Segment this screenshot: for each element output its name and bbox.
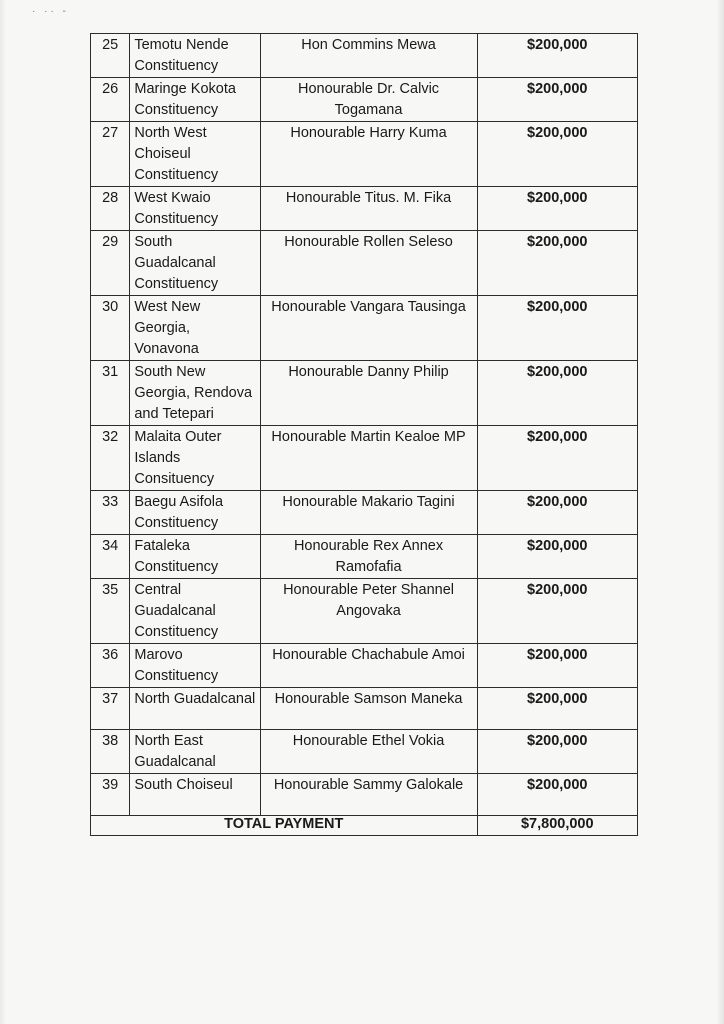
table-row <box>91 426 638 491</box>
amount-cell: $200,000 <box>477 579 637 644</box>
member-cell: Honourable Samson Maneka <box>260 688 477 730</box>
row-number: 31 <box>91 361 130 426</box>
member-cell: Honourable Rollen Seleso <box>260 231 477 296</box>
member-cell: Honourable Danny Philip <box>260 361 477 426</box>
amount-cell: $200,000 <box>477 644 637 688</box>
amount-cell: $200,000 <box>477 187 637 231</box>
row-number: 28 <box>91 187 130 231</box>
table-row <box>91 535 638 579</box>
amount-cell: $200,000 <box>477 361 637 426</box>
amount-cell: $200,000 <box>477 34 637 78</box>
row-number: 38 <box>91 730 130 774</box>
member-cell: Honourable Makario Tagini <box>260 491 477 535</box>
constituency-cell: Malaita Outer Islands Consituency <box>130 426 260 491</box>
table-row <box>91 187 638 231</box>
constituency-cell: North East Guadalcanal <box>130 730 260 774</box>
table-row <box>91 491 638 535</box>
row-number: 29 <box>91 231 130 296</box>
constituency-cell: West New Georgia, Vonavona <box>130 296 260 361</box>
constituency-cell: South Guadalcanal Constituency <box>130 231 260 296</box>
table-row <box>91 122 638 187</box>
table-row <box>91 231 638 296</box>
constituency-cell: Baegu Asifola Constituency <box>130 491 260 535</box>
row-number: 27 <box>91 122 130 187</box>
payment-table-body <box>91 34 638 836</box>
table-row <box>91 688 638 730</box>
table-row <box>91 78 638 122</box>
amount-cell: $200,000 <box>477 296 637 361</box>
row-number: 32 <box>91 426 130 491</box>
constituency-cell: Central Guadalcanal Constituency <box>130 579 260 644</box>
member-cell: Hon Commins Mewa <box>260 34 477 78</box>
constituency-cell: West Kwaio Constituency <box>130 187 260 231</box>
constituency-cell: South Choiseul <box>130 774 260 816</box>
total-amount: $7,800,000 <box>477 816 637 836</box>
member-cell: Honourable Harry Kuma <box>260 122 477 187</box>
constituency-cell: Maringe Kokota Constituency <box>130 78 260 122</box>
constituency-cell: North West Choiseul Constituency <box>130 122 260 187</box>
member-cell: Honourable Dr. Calvic Togamana <box>260 78 477 122</box>
amount-cell: $200,000 <box>477 535 637 579</box>
member-cell: Honourable Rex Annex Ramofafia <box>260 535 477 579</box>
constituency-cell: North Guadalcanal <box>130 688 260 730</box>
row-number: 34 <box>91 535 130 579</box>
payment-table <box>90 33 638 836</box>
constituency-cell: Temotu Nende Constituency <box>130 34 260 78</box>
amount-cell: $200,000 <box>477 688 637 730</box>
member-cell: Honourable Sammy Galokale <box>260 774 477 816</box>
amount-cell: $200,000 <box>477 122 637 187</box>
member-cell: Honourable Martin Kealoe MP <box>260 426 477 491</box>
amount-cell: $200,000 <box>477 774 637 816</box>
amount-cell: $200,000 <box>477 491 637 535</box>
row-number: 30 <box>91 296 130 361</box>
amount-cell: $200,000 <box>477 426 637 491</box>
table-row <box>91 644 638 688</box>
member-cell: Honourable Peter Shannel Angovaka <box>260 579 477 644</box>
row-number: 39 <box>91 774 130 816</box>
row-number: 25 <box>91 34 130 78</box>
amount-cell: $200,000 <box>477 231 637 296</box>
table-row <box>91 296 638 361</box>
row-number: 33 <box>91 491 130 535</box>
row-number: 26 <box>91 78 130 122</box>
member-cell: Honourable Ethel Vokia <box>260 730 477 774</box>
constituency-cell: Marovo Constituency <box>130 644 260 688</box>
table-row <box>91 361 638 426</box>
total-row <box>91 816 638 836</box>
row-number: 36 <box>91 644 130 688</box>
table-row <box>91 730 638 774</box>
member-cell: Honourable Vangara Tausinga <box>260 296 477 361</box>
member-cell: Honourable Chachabule Amoi <box>260 644 477 688</box>
amount-cell: $200,000 <box>477 730 637 774</box>
row-number: 35 <box>91 579 130 644</box>
constituency-cell: Fataleka Constituency <box>130 535 260 579</box>
amount-cell: $200,000 <box>477 78 637 122</box>
total-label: TOTAL PAYMENT <box>91 816 478 836</box>
table-row <box>91 34 638 78</box>
table-row <box>91 579 638 644</box>
table-row <box>91 774 638 816</box>
constituency-cell: South New Georgia, Rendova and Tetepari <box>130 361 260 426</box>
row-number: 37 <box>91 688 130 730</box>
scan-marks-decoration: · ·· - <box>32 6 69 17</box>
member-cell: Honourable Titus. M. Fika <box>260 187 477 231</box>
